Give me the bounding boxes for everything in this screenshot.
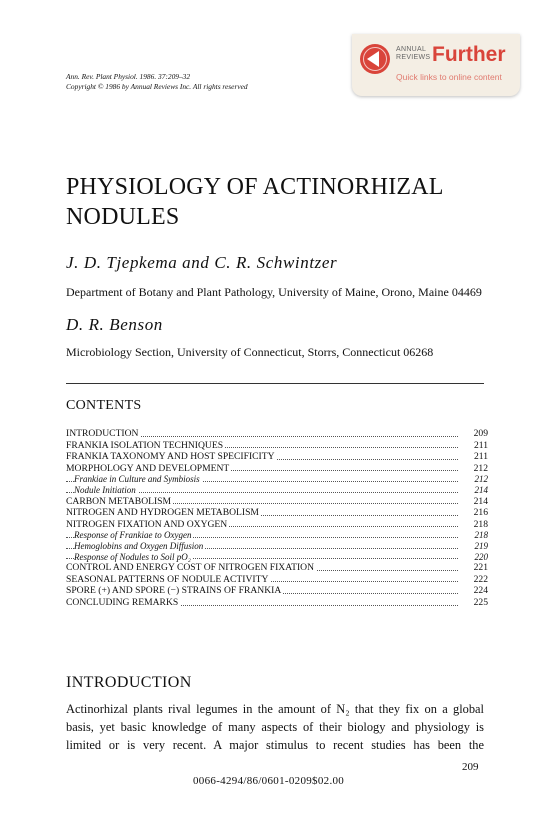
introduction-heading: INTRODUCTION: [66, 674, 192, 691]
toc-entry-page: 211: [473, 451, 488, 463]
toc-entry-page: 212: [473, 462, 488, 474]
toc-subentry[interactable]: [66, 552, 488, 563]
toc-entry-page: 224: [473, 585, 488, 597]
affiliation-1: Department of Botany and Plant Pathology, University of Maine, Orono, Maine 04469: [66, 285, 482, 299]
article-title: [66, 172, 444, 232]
toc-entry-label: CARBON METABOLISM: [66, 495, 172, 507]
author-group-2: D. R. Benson: [66, 315, 163, 334]
toc-entry-label: Hemoglobins and Oxygen Diffusion: [74, 540, 204, 551]
toc-entry-label: CONCLUDING REMARKS: [66, 596, 179, 608]
toc-entry[interactable]: [66, 519, 488, 531]
toc-entry[interactable]: [66, 440, 488, 452]
footer-code: 0066-4294/86/0601-0209$02.00: [193, 775, 345, 787]
toc-entry-page: 218: [474, 530, 488, 541]
toc-entry-page: 225: [473, 596, 488, 608]
toc-entry[interactable]: [66, 562, 488, 574]
banner-quick-links-link[interactable]: Quick links to online content: [396, 72, 502, 82]
author-group-1: J. D. Tjepkema and C. R. Schwintzer: [66, 253, 338, 272]
toc-entry-page: 219: [474, 540, 488, 551]
intro-line-2: basis, yet basic knowledge of many aspects of their biology and physiology is: [66, 720, 484, 734]
toc-entry-page: 214: [474, 484, 488, 495]
toc-subentry[interactable]: [66, 530, 488, 541]
banner-further-text: Further: [432, 43, 506, 66]
toc-entry-page: 216: [473, 507, 488, 519]
contents-heading: CONTENTS: [66, 398, 142, 413]
affiliation-2: Microbiology Section, University of Connecticut, Storrs, Connecticut 06268: [66, 345, 434, 359]
toc-entry-page: 221: [473, 562, 488, 574]
toc-entry[interactable]: [66, 451, 488, 463]
toc-entry-label: NITROGEN FIXATION AND OXYGEN: [66, 518, 228, 530]
citation-line-2: Copyright © 1986 by Annual Reviews Inc. All rights reserved: [66, 82, 248, 91]
page-number: 209: [462, 761, 479, 773]
journal-citation: [66, 72, 248, 92]
toc-entry-page: 212: [474, 474, 488, 485]
toc-entry[interactable]: [66, 585, 488, 597]
title-line-2: NODULES: [66, 204, 180, 230]
toc-entry-label: Nodule Initiation: [74, 484, 136, 495]
toc-entry-label: SEASONAL PATTERNS OF NODULE ACTIVITY: [66, 573, 269, 585]
toc-entry-label: Frankiae in Culture and Symbiosis: [74, 474, 200, 485]
toc-entry-label: SPORE (+) AND SPORE (−) STRAINS OF FRANKIA: [66, 585, 282, 597]
intro-line-1: Actinorhizal plants rival legumes in the amount of N₂ that they fix on a global: [66, 702, 484, 716]
toc-entry-page: 218: [473, 518, 488, 530]
toc-subentry[interactable]: [66, 474, 488, 485]
toc-entry-label: CONTROL AND ENERGY COST OF NITROGEN FIXATION: [66, 562, 315, 574]
toc-entry-page: 220: [474, 551, 488, 562]
toc-entry-page: 222: [473, 573, 488, 585]
introduction-paragraph: [66, 700, 484, 754]
table-of-contents: [66, 428, 488, 609]
annual-reviews-further-banner[interactable]: [352, 34, 520, 96]
toc-entry-page: 214: [473, 495, 488, 507]
toc-entry-label: INTRODUCTION: [66, 428, 139, 439]
toc-entry-label: NITROGEN AND HYDROGEN METABOLISM: [66, 507, 259, 519]
toc-entry[interactable]: [66, 597, 488, 609]
section-divider: [66, 383, 484, 384]
toc-entry-label: MORPHOLOGY AND DEVELOPMENT: [66, 462, 230, 474]
toc-entry-label: FRANKIA ISOLATION TECHNIQUES: [66, 439, 224, 451]
toc-entry-label: Response of Nodules to Soil pO₂: [74, 551, 191, 562]
toc-subentry[interactable]: [66, 541, 488, 552]
annual-reviews-logo-icon: [360, 44, 390, 74]
toc-entry[interactable]: [66, 496, 488, 508]
banner-publisher: [396, 46, 430, 62]
banner-annual-text: ANNUAL: [396, 46, 427, 53]
toc-entry[interactable]: [66, 463, 488, 475]
toc-subentry[interactable]: [66, 485, 488, 496]
toc-entry-page: 209: [473, 428, 488, 439]
citation-line-1: Ann. Rev. Plant Physiol. 1986. 37:209–32: [66, 72, 191, 81]
title-line-1: PHYSIOLOGY OF ACTINORHIZAL: [66, 174, 444, 200]
intro-line-3: limited or is very recent. A major stimulus to recent studies has been the: [66, 738, 484, 752]
banner-reviews-text: REVIEWS: [396, 54, 431, 61]
toc-entry-label: Response of Frankiae to Oxygen: [74, 530, 192, 541]
toc-entry[interactable]: [66, 507, 488, 519]
toc-entry[interactable]: [66, 428, 488, 440]
toc-entry[interactable]: [66, 574, 488, 586]
toc-entry-page: 211: [473, 439, 488, 451]
toc-entry-label: FRANKIA TAXONOMY AND HOST SPECIFICITY: [66, 451, 275, 463]
